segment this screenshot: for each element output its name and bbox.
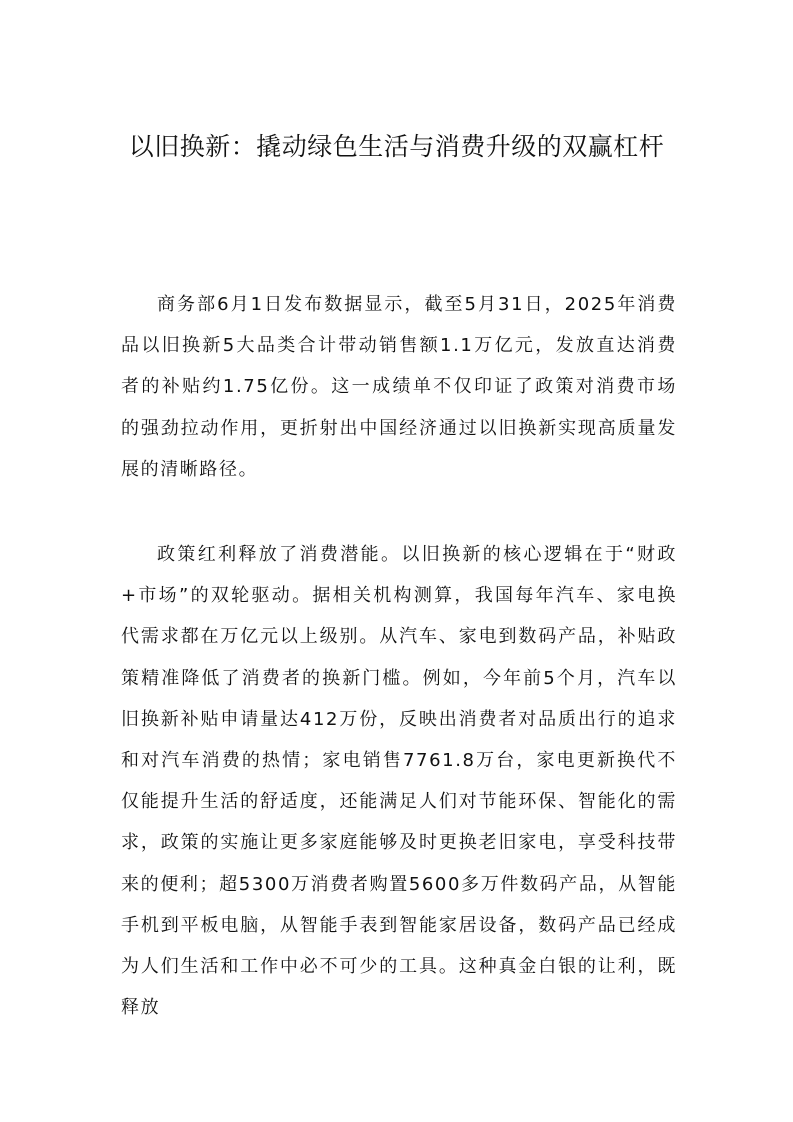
- paragraph-2: 政策红利释放了消费潜能。以旧换新的核心逻辑在于“财政+市场”的双轮驱动。据相关机构测算，我国每年汽车、家电换代需求都在万亿元以上级别。从汽车、家电到数码产品，补贴政策精准降低了消费者的换新门槛。例如，今年前5个月，汽车以旧换新补贴申请量达412万份，反映出消费者对品质出行的追求和对汽车消费的热情；家电销售7761.8万台，家电更新换代不仅能提升生活的舒适度，还能满足人们对节能环保、智能化的需求，政策的实施让更多家庭能够及时更换老旧家电，享受科技带来的便利；超5300万消费者购置5600多万件数码产品，从智能手机到平板电脑，从智能手表到智能家居设备，数码产品已经成为人们生活和工作中必不可少的工具。这种真金白银的让利，既释放: [121, 544, 677, 1019]
- paragraph-1: 商务部6月1日发布数据显示，截至5月31日，2025年消费品以旧换新5大品类合计带动销售额1.1万亿元，发放直达消费者的补贴约1.75亿份。这一成绩单不仅印证了政策对消费市场的强劲拉动作用，更折射出中国经济通过以旧换新实现高质量发展的清晰路径。: [121, 294, 677, 480]
- document-title: 以旧换新：撬动绿色生活与消费升级的双赢杠杆: [128, 132, 665, 161]
